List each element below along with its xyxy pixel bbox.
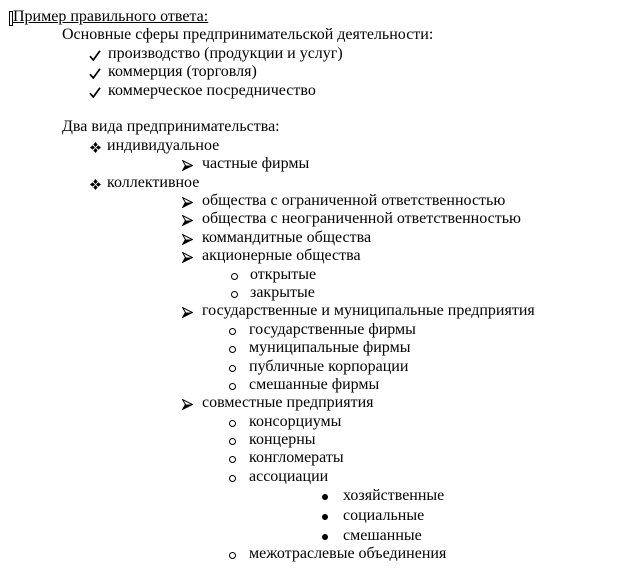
arrowhead-icon — [182, 155, 202, 173]
arrowhead-icon — [182, 302, 202, 320]
subform-item — [229, 339, 410, 357]
sphere-item-label: производство (продукции и услуг) — [108, 45, 343, 62]
kind-item-label: хозяйственные — [343, 487, 445, 504]
sphere-item-label: коммерция (торговля) — [108, 63, 257, 80]
check-icon — [89, 82, 108, 100]
arrowhead-icon — [182, 229, 202, 247]
subform-item — [229, 376, 379, 394]
answer-heading — [13, 8, 208, 26]
form-item-label: государственные и муниципальные предприятия — [202, 302, 535, 319]
form-item — [182, 229, 371, 247]
filled-bullet-icon — [322, 507, 343, 525]
subform-item-label: ассоциации — [249, 468, 329, 485]
form-item — [182, 210, 521, 228]
type-item-label: индивидуальное — [107, 137, 220, 154]
arrowhead-icon — [182, 210, 202, 228]
section-title-spheres — [62, 26, 433, 44]
hollow-circle-icon — [231, 266, 250, 284]
subform-item-label: межотраслевые объединения — [249, 545, 447, 562]
sphere-item-label: коммерческое посредничество — [108, 82, 316, 99]
subform-item-label: публичные корпорации — [249, 358, 409, 375]
subform-item-label: открытые — [250, 266, 317, 283]
type-item-individual — [90, 137, 219, 155]
kind-item — [322, 507, 424, 525]
form-item — [182, 302, 535, 320]
sphere-item — [89, 45, 343, 63]
arrowhead-icon — [182, 247, 202, 265]
form-item — [182, 394, 374, 412]
hollow-circle-icon — [229, 376, 249, 394]
type-item-label: коллективное — [107, 174, 200, 191]
check-icon — [89, 63, 108, 81]
form-item-label: общества с неограниченной ответственностью — [202, 210, 521, 227]
subform-item — [231, 266, 316, 284]
subform-item-label: консорциумы — [249, 413, 342, 430]
subform-item — [229, 449, 344, 467]
form-item — [182, 192, 505, 210]
hollow-circle-icon — [229, 339, 249, 357]
subform-item-label: муниципальные фирмы — [249, 339, 411, 356]
kind-item-label: смешанные — [343, 527, 422, 544]
sphere-item — [89, 63, 257, 81]
filled-bullet-icon — [322, 487, 343, 505]
subform-item-label: государственные фирмы — [249, 321, 416, 338]
diamond-icon — [90, 174, 107, 192]
hollow-circle-icon — [229, 468, 249, 486]
section-title-text: Два вида предпринимательства: — [62, 118, 280, 135]
subform-item — [231, 284, 315, 302]
kind-item-label: социальные — [343, 507, 425, 524]
subform-item — [229, 321, 416, 339]
section-title-types — [62, 118, 280, 136]
kind-item — [322, 487, 444, 505]
check-icon — [89, 45, 108, 63]
arrowhead-icon — [182, 394, 202, 412]
heading-text: Пример правильного ответа: — [13, 8, 209, 25]
hollow-circle-icon — [229, 358, 249, 376]
form-item-label: совместные предприятия — [202, 394, 374, 411]
form-item-label: общества с ограниченной ответственностью — [202, 192, 506, 209]
filled-bullet-icon — [322, 527, 343, 545]
subform-item-label: концерны — [249, 431, 316, 448]
hollow-circle-icon — [229, 545, 249, 563]
diamond-icon — [90, 137, 107, 155]
sphere-item — [89, 82, 316, 100]
section-title-text: Основные сферы предпринимательской деятельности: — [62, 26, 434, 43]
hollow-circle-icon — [231, 284, 250, 302]
subform-item-label: смешанные фирмы — [249, 376, 380, 393]
form-item — [182, 155, 309, 173]
hollow-circle-icon — [229, 431, 249, 449]
kind-item — [322, 527, 422, 545]
subform-item-label: конгломераты — [249, 449, 344, 466]
subform-item — [229, 468, 328, 486]
hollow-circle-icon — [229, 449, 249, 467]
form-item-label: акционерные общества — [202, 247, 361, 264]
hollow-circle-icon — [229, 413, 249, 431]
subform-item-label: закрытые — [250, 284, 315, 301]
subform-item — [229, 545, 446, 563]
hollow-circle-icon — [229, 321, 249, 339]
subform-item — [229, 431, 316, 449]
subform-item — [229, 358, 408, 376]
arrowhead-icon — [182, 192, 202, 210]
form-item-label: частные фирмы — [202, 155, 310, 172]
type-item-collective — [90, 174, 199, 192]
form-item — [182, 247, 361, 265]
form-item-label: коммандитные общества — [202, 229, 372, 246]
subform-item — [229, 413, 341, 431]
